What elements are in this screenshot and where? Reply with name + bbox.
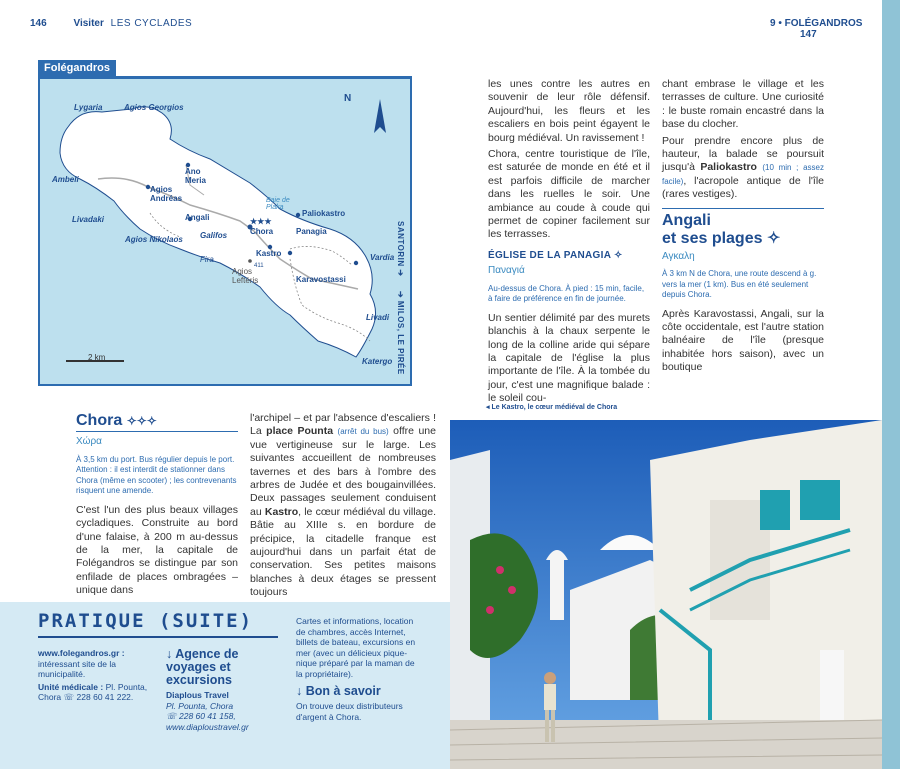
chora-paragraph-2: l'archipel – et par l'absence d'escaliers ! La place Pounta (arrêt du bus) offre une vue vertigineuse sur le large. Les suivantes accueillent de nombreuses tavernes et des bars à l'ombre des arbres de Judée et des bougainvillées. Deux passages seulement conduisent au Kastro, le cœur médiéval du village. Bâtie au XIIIe s. en bordure de précipice, la citadelle franque est aujourd'hui dans un parfait état de conservation. Ses petites maisons blanches à deux étages se pressent toujours bbox=[250, 412, 436, 599]
map-place-vardia[interactable]: Vardia bbox=[370, 253, 395, 262]
panagia-paragraph-3: Pour prendre encore plus de hauteur, la balade se poursuit jusqu'à Paliokastro (10 min ; assez facile), l'acropole antique de l'île (rares vestiges). bbox=[662, 134, 824, 201]
column-4 bbox=[662, 78, 824, 378]
savoir-title: ↓ Bon à savoir bbox=[296, 684, 381, 698]
map-label: Folégandros bbox=[38, 60, 116, 76]
map-place-baie-de-plaka[interactable]: Baie de Plaka bbox=[266, 197, 290, 211]
map-place-fira[interactable]: Fira bbox=[200, 255, 214, 264]
chora-paragraph-1: C'est l'un des plus beaux villages cycladiques. Construite au bord d'une falaise, à 200 m au-dessus de la mer, la capitale de Folégandros se distingue par son enfilade de places ombragées – unique dans bbox=[76, 503, 238, 597]
chora-rule bbox=[76, 431, 238, 432]
map-place-lygaria[interactable]: Lygaria bbox=[74, 103, 103, 112]
kastro-photo-graphic bbox=[450, 420, 882, 769]
map-place-panagia[interactable]: Panagia bbox=[296, 227, 327, 236]
chora-note: À 3,5 km du port. Bus régulier depuis le port. Attention : il est interdit de stationner dans Chora (même en scooter) ; les contrevenants risquent une amende. bbox=[76, 454, 237, 496]
pratique-medical: Unité médicale : Pl. Pounta, Chora ☏ 228 60 41 222. bbox=[38, 681, 148, 702]
map-place-chora[interactable]: Chora bbox=[250, 227, 274, 236]
map-place-agios-andreas[interactable]: Agios Andréas bbox=[150, 185, 183, 203]
angali-greek: Αγκαλη bbox=[662, 250, 695, 262]
left-page-header bbox=[30, 18, 192, 29]
chora-title: Chora ✧✧✧ bbox=[76, 412, 157, 429]
map-place-agios-georgios[interactable]: Agios Georgios bbox=[124, 103, 184, 112]
pratique-website[interactable]: www.folegandros.gr : bbox=[38, 648, 125, 658]
pratique-col-1 bbox=[38, 648, 156, 703]
panagia-note: Au-dessus de Chora. À pied : 15 min, facile, à faire de préférence en fin de journée. bbox=[488, 283, 645, 304]
agence-address: Pl. Pounta, Chora bbox=[166, 700, 234, 711]
left-page-number: 146 bbox=[30, 18, 47, 29]
map-place-ambeli[interactable]: Ambeli bbox=[52, 175, 79, 184]
chora-greek: Χώρα bbox=[76, 436, 102, 448]
angali-title: Angali et ses plages ✧ bbox=[662, 211, 781, 247]
phone-icon: ☏ bbox=[63, 692, 75, 702]
map-place-karavostassi[interactable]: Karavostassi bbox=[296, 275, 346, 284]
page-edge bbox=[882, 0, 900, 769]
pratique-title: PRATIQUE (SUITE) bbox=[38, 610, 254, 632]
agence-website[interactable]: www.diaploustravel.gr bbox=[166, 721, 249, 732]
column-3 bbox=[488, 78, 650, 409]
pratique-col-2 bbox=[166, 648, 284, 732]
kastro-photo[interactable] bbox=[450, 420, 882, 769]
map-place-kastro[interactable]: Kastro bbox=[256, 249, 282, 258]
agence-title: ↓ Agence de voyages et excursions bbox=[166, 647, 239, 687]
map-north-marker: N bbox=[344, 93, 352, 104]
chora-paragraph-3: les unes contre les autres en souvenir de leur rôle défensif. Aujourd'hui, les fleurs et les escaliers en bois peint égayent le bourg médiéval. Un ravissement ! bbox=[488, 78, 650, 144]
chora-section bbox=[76, 414, 238, 601]
map-elevation: 411 bbox=[254, 263, 264, 269]
angali-paragraph-1: Après Karavostassi, Angali, sur la côte occidentale, est l'autre station balnéaire de l'île (presque inhabitée hors saison), avec un boutique bbox=[662, 307, 824, 374]
agence-name: Diaplous Travel bbox=[166, 690, 229, 700]
map-chora-stars: ★★★ bbox=[250, 217, 272, 226]
map-direction-milos: ➔ MILOS, LE PIRÉE bbox=[396, 291, 405, 375]
map-place-livadi[interactable]: Livadi bbox=[366, 313, 390, 322]
island-map[interactable] bbox=[38, 76, 412, 386]
chora-paragraph-4: Chora, centre touristique de l'île, est saturée de monde en été et il est parfois difficile de marcher dans les ruelles le soir. Une ambiance au coude à coude qui permet de copiner facilement sur les terrasses. bbox=[488, 148, 650, 241]
map-place-agios-lefteris[interactable]: Agios Leftéris bbox=[232, 267, 259, 285]
map-place-angali[interactable]: Angali bbox=[185, 213, 210, 222]
map-place-galifos[interactable]: Galifos bbox=[200, 231, 228, 240]
panagia-paragraph-1: Un sentier délimité par des murets blanchis à la chaux serpente le long de la colline aride qui sépare la capitale de l'église la plus importante de l'île. À la tombée du jour, c'est une magnifique balade : le soleil cou- bbox=[488, 311, 650, 405]
map-place-agios-nikolaos[interactable]: Agios Nikolaos bbox=[125, 235, 183, 244]
right-page-header bbox=[770, 18, 900, 40]
panagia-title: ÉGLISE DE LA PANAGIA ✧ bbox=[488, 249, 623, 261]
left-section-name: Visiter bbox=[73, 18, 104, 29]
map-place-paliokastro[interactable]: Paliokastro bbox=[302, 209, 346, 218]
angali-rule bbox=[662, 208, 824, 209]
map-place-katergo[interactable]: Katergo bbox=[362, 357, 393, 366]
map-scale-label: 2 km bbox=[88, 353, 106, 362]
agence-phone: ☏ 228 60 41 158, bbox=[166, 711, 236, 721]
arrow-down-icon: ↓ bbox=[296, 684, 303, 698]
phone-icon: ☏ bbox=[166, 711, 177, 721]
pratique-rule bbox=[38, 636, 278, 638]
right-page-number: 147 bbox=[800, 29, 817, 40]
angali-note: À 3 km N de Chora, une route descend à g. vers la mer (1 km). Bus en été seulement depuis Chora. bbox=[662, 269, 817, 300]
pratique-website-desc: intéressant site de la municipalité. bbox=[38, 658, 116, 679]
photo-caption: ◂ Le Kastro, le cœur médiéval de Chora bbox=[486, 404, 618, 411]
panagia-greek: Παναγιά bbox=[488, 265, 525, 277]
map-place-livadaki[interactable]: Livadaki bbox=[72, 215, 105, 224]
right-section-name: 9 • FOLÉGANDROS bbox=[770, 18, 863, 29]
arrow-down-icon: ↓ bbox=[166, 647, 173, 661]
agence-description: Cartes et informations, location de chambres, accès Internet, billets de bateau, excursions en mer (avec un délicieux pique-nique préparé par la maman de la propriétaire). bbox=[296, 616, 416, 679]
map-place-ano-meria[interactable]: Ano Meria bbox=[185, 167, 206, 185]
savoir-text: On trouve deux distributeurs d'argent à Chora. bbox=[296, 701, 403, 722]
chora-section-cont bbox=[250, 412, 436, 603]
panagia-paragraph-2: chant embrase le village et les terrasses de culture. Une curiosité : le buste romain encastré dans la base du clocher. bbox=[662, 78, 824, 131]
left-section-sub: LES CYCLADES bbox=[110, 18, 193, 29]
pratique-col-3 bbox=[296, 616, 418, 722]
map-direction-santorin: SANTORIN ➔ bbox=[396, 221, 405, 277]
